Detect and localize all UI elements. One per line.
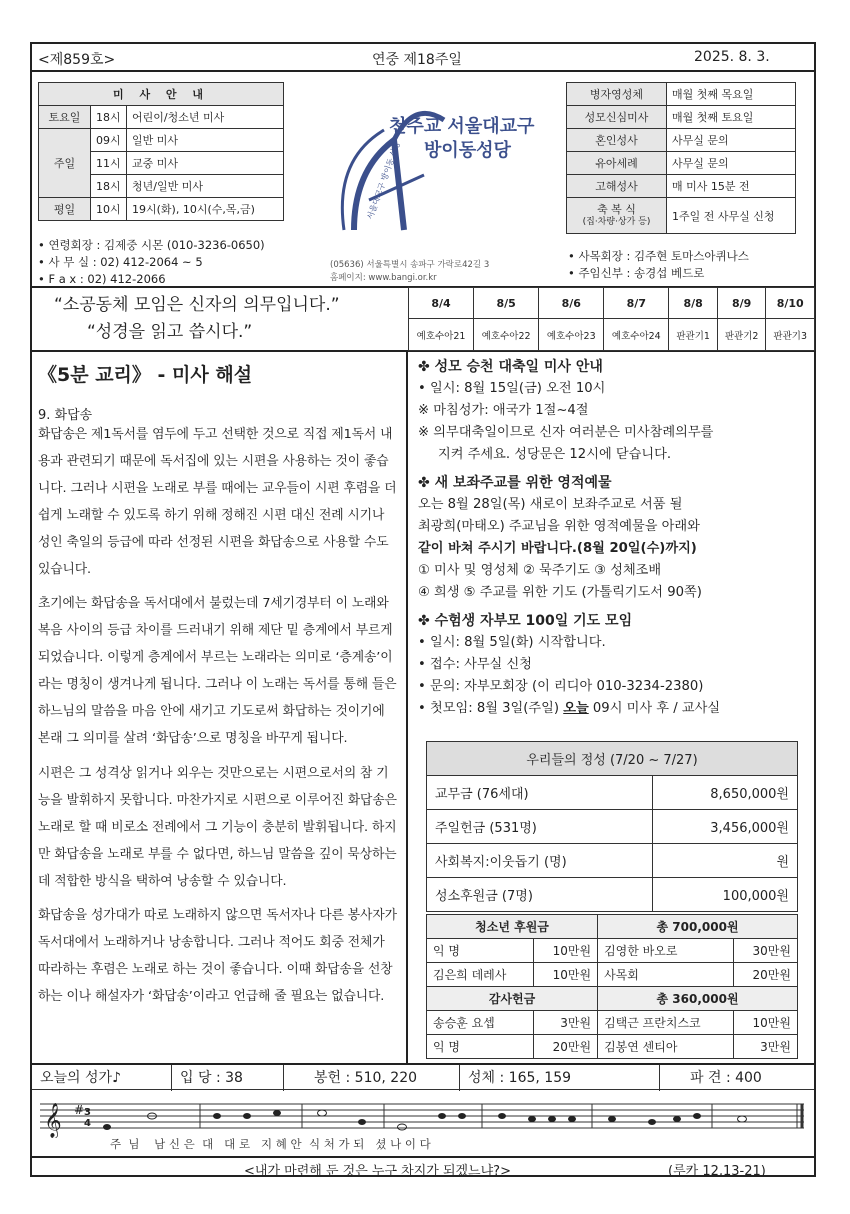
service-name: 성모신심미사 bbox=[567, 106, 667, 129]
notice-title: ✤ 새 보좌주교를 위한 영적예물 bbox=[418, 475, 612, 491]
donor-name: 김은희 데레사 bbox=[427, 963, 534, 987]
logo-homepage: 홈페이지: www.bangi.or.kr bbox=[330, 273, 437, 283]
donor-name: 김봉연 센티아 bbox=[598, 1035, 734, 1059]
svg-text:4: 4 bbox=[84, 1118, 91, 1129]
offering-label: 주일헌금 (531명) bbox=[427, 810, 653, 844]
reading-date: 8/5 bbox=[474, 288, 539, 319]
notice-line: 지켜 주세요. 성당문은 12시에 닫습니다. bbox=[438, 447, 672, 462]
notice-title: ✤ 수험생 자부모 100일 기도 모임 bbox=[418, 613, 633, 629]
donor-amount: 20만원 bbox=[734, 963, 798, 987]
notice-line: ※ 마침성가: 애국가 1절~4절 bbox=[418, 403, 589, 418]
service-name: 유아세례 bbox=[567, 152, 667, 175]
contact-line: • 사 무 실 : 02) 412-2064 ~ 5 bbox=[38, 255, 203, 269]
reading-book: 판관기2 bbox=[717, 319, 766, 351]
notice-line bbox=[418, 698, 810, 720]
staff-info bbox=[568, 248, 749, 282]
catechism-body bbox=[38, 422, 400, 1011]
notice-text: • 첫모임: 8월 3일(주일) bbox=[418, 701, 564, 716]
reading-book: 예호수아24 bbox=[604, 319, 669, 351]
logo-ring-text: 서울대교구 방이동 성당 bbox=[365, 140, 403, 221]
logo-name-2: 방이동성당 bbox=[424, 140, 511, 161]
issue-date: 2025. 8. 3. bbox=[694, 49, 770, 65]
reading-date: 8/7 bbox=[604, 288, 669, 319]
sun-day: 주일 bbox=[39, 129, 91, 198]
donor-name: 김영한 바오로 bbox=[598, 939, 734, 963]
notice-line: • 일시: 8월 15일(금) 오전 10시 bbox=[418, 381, 606, 396]
service-name: 병자영성체 bbox=[567, 83, 667, 106]
donor-amount: 3만원 bbox=[534, 1011, 598, 1035]
today-highlight: 오늘 bbox=[563, 701, 589, 716]
reading-date: 8/4 bbox=[409, 288, 474, 319]
mass-schedule-title: 미 사 안 내 bbox=[39, 83, 284, 106]
sat-time: 18시 bbox=[91, 106, 127, 129]
youth-donation-table bbox=[426, 914, 798, 1059]
parish-logo bbox=[294, 80, 564, 285]
service-name bbox=[567, 198, 667, 234]
week-desc: 19시(화), 10시(수,목,금) bbox=[127, 198, 284, 221]
svg-text:#: # bbox=[74, 1103, 85, 1117]
donor-amount: 10만원 bbox=[734, 1011, 798, 1035]
contact-info bbox=[38, 237, 265, 288]
donor-name: 익 명 bbox=[427, 1035, 534, 1059]
svg-text:𝄞: 𝄞 bbox=[44, 1103, 62, 1138]
service-value: 매월 첫째 토요일 bbox=[667, 106, 796, 129]
parish-emblem-icon bbox=[294, 80, 564, 250]
reading-date: 8/8 bbox=[669, 288, 718, 319]
service-name-sub: (집·차량·상가 등) bbox=[582, 216, 651, 227]
dismissal-hymn: 파 견 : 400 bbox=[690, 1070, 762, 1086]
quote-line-1: “소공동체 모임은 신자의 의무입니다.” bbox=[54, 295, 340, 315]
service-value: 매월 첫째 목요일 bbox=[667, 83, 796, 106]
sat-day: 토요일 bbox=[39, 106, 91, 129]
notice-title: ✤ 성모 승천 대축일 미사 안내 bbox=[418, 359, 603, 375]
contact-line: • 연령회장 : 김제중 시몬 (010-3236-0650) bbox=[38, 238, 265, 252]
hymn-label: 오늘의 성가♪ bbox=[32, 1065, 172, 1091]
notice-line: • 일시: 8월 5일(화) 시작합니다. bbox=[418, 635, 606, 650]
donor-amount: 10만원 bbox=[534, 963, 598, 987]
hymn-bar bbox=[32, 1063, 814, 1090]
week-day: 평일 bbox=[39, 198, 91, 221]
offering-value: 100,000원 bbox=[652, 878, 797, 912]
donor-name: 사목회 bbox=[598, 963, 734, 987]
sun-desc: 일반 미사 bbox=[127, 129, 284, 152]
reading-book: 예호수아21 bbox=[409, 319, 474, 351]
donor-amount: 10만원 bbox=[534, 939, 598, 963]
service-value: 사무실 문의 bbox=[667, 152, 796, 175]
liturgical-title: 연중 제18주일 bbox=[372, 52, 462, 68]
notice-line: ① 미사 및 영성체 ② 묵주기도 ③ 성체조배 bbox=[418, 563, 662, 578]
notice-line: 같이 바쳐 주시기 바랍니다.(8월 20일(수)까지) bbox=[418, 541, 697, 556]
offering-section bbox=[426, 741, 798, 1059]
youth-total: 총 700,000원 bbox=[598, 915, 798, 939]
notice-line: 오는 8월 28일(목) 새로이 보좌주교로 서품 될 bbox=[418, 497, 683, 512]
entrance-hymn: 입 당 : 38 bbox=[172, 1065, 284, 1091]
donor-amount: 3만원 bbox=[734, 1035, 798, 1059]
reading-book: 예호수아23 bbox=[539, 319, 604, 351]
reading-date: 8/9 bbox=[717, 288, 766, 319]
offering-table bbox=[426, 741, 798, 912]
logo-address: (05636) 서울특별시 송파구 가락로42길 3 bbox=[330, 260, 490, 270]
sacrament-table bbox=[566, 82, 796, 234]
catechism-subtitle: 9. 화답송 bbox=[38, 408, 93, 423]
donor-name: 익 명 bbox=[427, 939, 534, 963]
service-value: 사무실 문의 bbox=[667, 129, 796, 152]
quote-line-2: “성경을 읽고 씁시다.” bbox=[87, 322, 253, 342]
notice-line: 최광희(마태오) 주교님을 위한 영적예물을 아래와 bbox=[418, 519, 700, 534]
footer-bar bbox=[32, 1156, 814, 1177]
gospel-verse: <내가 마련해 둔 것은 누구 차지가 되겠느냐?> bbox=[244, 1164, 511, 1179]
thanks-title: 감사헌금 bbox=[427, 987, 598, 1011]
sat-desc: 어린이/청소년 미사 bbox=[127, 106, 284, 129]
notice-line: ※ 의무대축일이므로 신자 여러분은 미사참례의무를 bbox=[418, 425, 714, 440]
svg-text:3: 3 bbox=[84, 1107, 91, 1118]
donor-name: 김택근 프란치스코 bbox=[598, 1011, 734, 1035]
reading-date: 8/6 bbox=[539, 288, 604, 319]
sun-time: 11시 bbox=[91, 152, 127, 175]
catechism-paragraph: 시편은 그 성격상 읽거나 외우는 것만으로는 시편으로서의 참 기능을 발휘하지 못합니다. 마찬가지로 시편으로 이루어진 화답송은 노래로 할 때 비로소 전례에서 그 기능이 충분히 발휘됩니다. 하지만 화답송을 노래로 부를 수 없다면, 하느님 말씀을 깊이 묵상하는 데 적합한 방식을 택하여 낭송할 수 있습니다. bbox=[38, 765, 397, 889]
service-name: 혼인성사 bbox=[567, 129, 667, 152]
communion-hymn: 성체 : 165, 159 bbox=[460, 1065, 660, 1091]
catechism-title: 《5분 교리》 - 미사 해설 bbox=[38, 364, 253, 386]
bulletin-page bbox=[30, 42, 816, 1177]
notice-line: ④ 희생 ⑤ 주교를 위한 기도 (가톨릭기도서 90쪽) bbox=[418, 585, 702, 600]
offering-value: 원 bbox=[652, 844, 797, 878]
service-value: 매 미사 15분 전 bbox=[667, 175, 796, 198]
offering-label: 성소후원금 (7명) bbox=[427, 878, 653, 912]
notices-column bbox=[418, 356, 810, 720]
logo-name-1: 천주교 서울대교구 bbox=[389, 116, 535, 137]
sun-desc: 청년/일반 미사 bbox=[127, 175, 284, 198]
catechism-paragraph: 화답송을 성가대가 따로 노래하지 않으면 독서자나 다른 봉사자가 독서대에서 노래하거나 낭송합니다. 그러나 적어도 회중 전체가 따라하는 후렴은 노래로 하는 것이 좋습니다. 이때 화답송을 선창하는 이나 해설자가 ‘화답송’이라고 언급해 줄 필요는 없습니다. bbox=[38, 908, 397, 1005]
sun-time: 18시 bbox=[91, 175, 127, 198]
offering-value: 3,456,000원 bbox=[652, 810, 797, 844]
service-name-main: 축 복 식 bbox=[597, 202, 636, 216]
issue-number: <제859호> bbox=[38, 52, 116, 68]
week-time: 10시 bbox=[91, 198, 127, 221]
catechism-column bbox=[32, 352, 408, 1063]
sun-desc: 교중 미사 bbox=[127, 152, 284, 175]
staff-line: • 사목회장 : 김주현 토마스아퀴나스 bbox=[568, 249, 749, 263]
reading-book: 판관기1 bbox=[669, 319, 718, 351]
bible-reading-table bbox=[408, 287, 815, 351]
offering-value: 8,650,000원 bbox=[652, 776, 797, 810]
notice-line: • 문의: 자부모회장 (이 리디아 010-3234-2380) bbox=[418, 679, 704, 694]
mass-schedule-table bbox=[38, 82, 284, 221]
quote-row bbox=[32, 286, 814, 352]
reading-date: 8/10 bbox=[766, 288, 815, 319]
youth-title: 청소년 후원금 bbox=[427, 915, 598, 939]
reading-book: 판관기3 bbox=[766, 319, 815, 351]
header-bar bbox=[32, 44, 814, 72]
donor-amount: 30만원 bbox=[734, 939, 798, 963]
notice-line: • 접수: 사무실 신청 bbox=[418, 657, 532, 672]
music-score bbox=[32, 1090, 814, 1156]
contact-line: • F a x : 02) 412-2066 bbox=[38, 272, 166, 286]
service-value: 1주일 전 사무실 신청 bbox=[667, 198, 796, 234]
catechism-paragraph: 화답송은 제1독서를 염두에 두고 선택한 것으로 직접 제1독서 내용과 관련되기 때문에 독서집에 있는 시편을 사용하는 것이 좋습니다. 그러나 시편을 노래로 부를 때에는 교우들이 시편 후렴을 더 쉽게 노래할 수 있도록 하기 위해 정해진 시편 대신 전례 시기나 성인 축일의 등급에 따라 선정된 시편을 화답송으로 사용할 수도 있습니다. bbox=[38, 427, 397, 577]
thanks-total: 총 360,000원 bbox=[598, 987, 798, 1011]
service-name: 고해성사 bbox=[567, 175, 667, 198]
notice-text: 09시 미사 후 / 교사실 bbox=[588, 701, 721, 716]
offertory-hymn: 봉헌 : 510, 220 bbox=[284, 1065, 460, 1091]
catechism-paragraph: 초기에는 화답송을 독서대에서 불렀는데 7세기경부터 이 노래와 복음 사이의 등급 차이를 드러내기 위해 제단 밑 층계에서 부르게 되었습니다. 이렇게 층계에서 부르는 노래라는 의미로 ‘층계송’이라는 명칭이 생겨나게 됩니다. 그러나 이 노래는 독서를 통해 들은 하느님의 말씀을 마음 안에 새기고 기도로써 화답하는 것이기에 본래 그 의미를 살려 ‘화답송’으로 명칭을 바꾸게 됩니다. bbox=[38, 596, 397, 746]
music-staff-icon bbox=[32, 1090, 814, 1138]
sun-time: 09시 bbox=[91, 129, 127, 152]
reading-book: 예호수아22 bbox=[474, 319, 539, 351]
offering-label: 사회복지:이웃돕기 (명) bbox=[427, 844, 653, 878]
donor-name: 송승훈 요셉 bbox=[427, 1011, 534, 1035]
offering-title: 우리들의 정성 (7/20 ~ 7/27) bbox=[427, 742, 798, 776]
donor-amount: 20만원 bbox=[534, 1035, 598, 1059]
offering-label: 교무금 (76세대) bbox=[427, 776, 653, 810]
hymn-lyrics: 주 님 남 신 은 대 대 로 지 혜 안 식 처 가 되 셨 나 이 다 bbox=[110, 1137, 431, 1151]
staff-line: • 주임신부 : 송경섭 베드로 bbox=[568, 266, 705, 280]
gospel-reference: (루카 12,13-21) bbox=[668, 1164, 766, 1179]
